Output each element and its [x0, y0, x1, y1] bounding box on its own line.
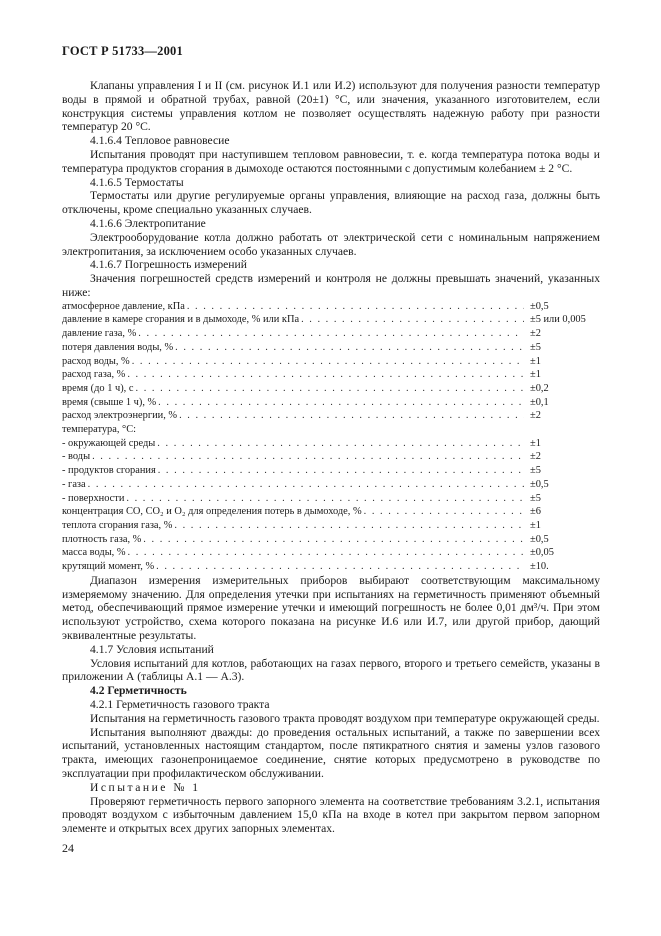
tolerance-value: ±0,05 [530, 547, 554, 559]
tolerance-row [62, 505, 600, 519]
tolerance-label: масса воды, % [62, 547, 126, 559]
tolerance-value: ±6 [530, 506, 541, 518]
leader-dots [187, 300, 524, 314]
tolerance-row [62, 546, 600, 560]
tolerance-label: - окружающей среды [62, 437, 156, 449]
tolerance-label: расход воды, % [62, 355, 130, 367]
paragraph-test-1: Проверяют герметичность первого запорного элемента на соответствие требованиям 3.2.1, испытания проводят воздухом с избыточным давлением 15,0 кПа на входе в котел при закрытом первом запорном элементе и открытых всех других запорных элементах. [62, 794, 600, 836]
leader-dots [143, 533, 524, 547]
page-number: 24 [62, 841, 74, 855]
tolerance-row [62, 313, 600, 327]
tolerance-row [62, 423, 600, 437]
tolerance-label: плотность газа, % [62, 533, 142, 545]
section-heading-421: 4.2.1 Герметичность газового тракта [90, 697, 270, 711]
tolerance-row [62, 327, 600, 341]
tolerance-label: - поверхности [62, 492, 125, 504]
tolerance-row [62, 368, 600, 382]
tolerance-value: ±1 [530, 369, 541, 381]
tolerance-value: ±2 [530, 410, 541, 422]
tolerance-row [62, 450, 600, 464]
tolerance-value: ±1 [530, 520, 541, 531]
paragraph-tests-twice: Испытания выполняют дважды: до проведения остальных испытаний, а также по завершении всех испытаний, установленных настоящим стандартом, после пятикратного снятия и замены узлов газового тракта, имеющих газонепроницаемое соединение, снятие которых предусмотрено в руководстве по эксплуатации при профилактическом обслуживании. [62, 725, 600, 780]
paragraph-gas-tightness: Испытания на герметичность газового тракта проводят воздухом при температуре окружающей среды. [90, 711, 600, 725]
tolerance-label: давление в камере сгорания и в дымоходе, % или кПа [62, 314, 300, 326]
section-heading-4164: 4.1.6.4 Тепловое равновесие [90, 134, 230, 148]
tolerance-value: ±0,5 [530, 300, 549, 312]
tolerance-list [62, 300, 600, 574]
tolerance-label: - воды [62, 451, 91, 463]
paragraph-power-supply: Электрооборудование котла должно работать от электрической сети с номинальным напряжением электропитания, за исключением особо указанных случаев. [62, 230, 600, 258]
tolerance-value: ±5 [530, 492, 541, 504]
document-header: ГОСТ Р 51733—2001 [62, 44, 183, 58]
tolerance-label: температура, °С: [62, 424, 137, 436]
paragraph-thermal-equilibrium: Испытания проводят при наступившем тепловом равновесии, т. е. когда температура потока воды и температура продуктов сгорания в дымоходе остаются постоянными с допустимым колебанием ± 2 °С. [62, 147, 600, 175]
tolerance-value: ±1 [530, 437, 541, 449]
leader-dots [126, 492, 524, 506]
tolerance-value: ±2 [530, 451, 541, 463]
tolerance-value: ±0,2 [530, 382, 549, 394]
tolerance-row [62, 409, 600, 423]
leader-dots [127, 368, 524, 382]
section-heading-42: 4.2 Герметичность [90, 684, 187, 698]
leader-dots [364, 505, 524, 519]
tolerance-value: ±5 [530, 341, 541, 353]
leader-dots [128, 546, 524, 560]
leader-dots [136, 382, 525, 396]
leader-dots [179, 409, 524, 423]
tolerance-label: время (свыше 1 ч), % [62, 396, 157, 408]
tolerance-label: расход электроэнергии, % [62, 410, 178, 422]
tolerance-row [62, 341, 600, 355]
leader-dots [132, 355, 524, 369]
leader-dots [174, 519, 524, 533]
tolerance-label: крутящий момент, % [62, 561, 155, 573]
tolerance-row [62, 437, 600, 451]
leader-dots [92, 450, 524, 464]
tolerance-value: ±5 или 0,005 [530, 314, 586, 326]
tolerance-value: ±0,1 [530, 396, 549, 408]
leader-dots [156, 560, 524, 574]
tolerance-row [62, 533, 600, 547]
tolerance-row [62, 519, 600, 533]
tolerance-row [62, 464, 600, 478]
tolerance-row [62, 560, 600, 574]
tolerance-row [62, 478, 600, 492]
leader-dots [158, 464, 524, 478]
tolerance-label: потеря давления воды, % [62, 341, 174, 353]
section-heading-4166: 4.1.6.6 Электропитание [90, 216, 206, 230]
tolerance-value: ±2 [530, 328, 541, 340]
tolerance-row [62, 300, 600, 314]
paragraph-thermostats: Термостаты или другие регулируемые органы управления, влияющие на расход газа, должны быть отключены, кроме специально указанных случаев. [62, 189, 600, 217]
tolerance-label: атмосферное давление, кПа [62, 300, 185, 312]
tolerance-label: - продуктов сгорания [62, 465, 156, 477]
tolerance-row [62, 492, 600, 506]
tolerance-label: теплота сгорания газа, % [62, 520, 173, 531]
paragraph-measurement-error: Значения погрешностей средств измерений и контроля не должны превышать значений, указанных ниже: [62, 272, 600, 299]
tolerance-row [62, 355, 600, 369]
tolerance-label: время (до 1 ч), с [62, 382, 134, 394]
paragraph-valves: Клапаны управления I и II (см. рисунок И.1 или И.2) используют для получения разности температур воды в прямой и обратной трубах, равной (20±1) °С, или значения, указанного изготовителем, если конструкция системы управления котлом не позволяет осуществлять надежную работу при разности температур 20 °С. [62, 79, 600, 134]
section-heading-417: 4.1.7 Условия испытаний [90, 642, 214, 656]
tolerance-label: - газа [62, 478, 86, 490]
leader-dots [158, 396, 524, 410]
tolerance-label: расход газа, % [62, 369, 126, 381]
tolerance-value: ±10. [530, 561, 549, 573]
tolerance-value: ±0,5 [530, 533, 549, 545]
tolerance-value: ±5 [530, 465, 541, 477]
test-heading-1: Испытание № 1 [90, 780, 201, 794]
tolerance-label: концентрация СО, СО₂ и О₂ для определения потерь в дымоходе, % [62, 506, 362, 518]
tolerance-row [62, 382, 600, 396]
leader-dots [175, 341, 524, 355]
tolerance-value: ±0,5 [530, 478, 549, 490]
section-heading-4165: 4.1.6.5 Термостаты [90, 175, 184, 189]
leader-dots [157, 437, 524, 451]
tolerance-value: ±1 [530, 355, 541, 367]
tolerance-row [62, 396, 600, 410]
leader-dots [301, 313, 524, 327]
tolerance-label: давление газа, % [62, 328, 137, 340]
section-heading-4167: 4.1.6.7 Погрешность измерений [90, 258, 247, 272]
paragraph-measurement-range: Диапазон измерения измерительных приборов выбирают соответствующим максимальному измеряемому значению. Для определения утечки при испытаниях на герметичность применяют объемный метод, обеспечивающий прямое измерение утечки и имеющий погрешность не более 0,01 дм³/ч. При этом используют устройство, схема которого показана на рисунке И.6 или И.7, или другой прибор, дающий эквивалентные результаты. [62, 573, 600, 642]
paragraph-test-conditions: Условия испытаний для котлов, работающих на газах первого, второго и третьего семейств, указаны в приложении А (таблицы А.1 — А.3). [62, 656, 600, 684]
leader-dots [88, 478, 524, 492]
leader-dots [138, 327, 524, 341]
page-content [62, 79, 600, 836]
